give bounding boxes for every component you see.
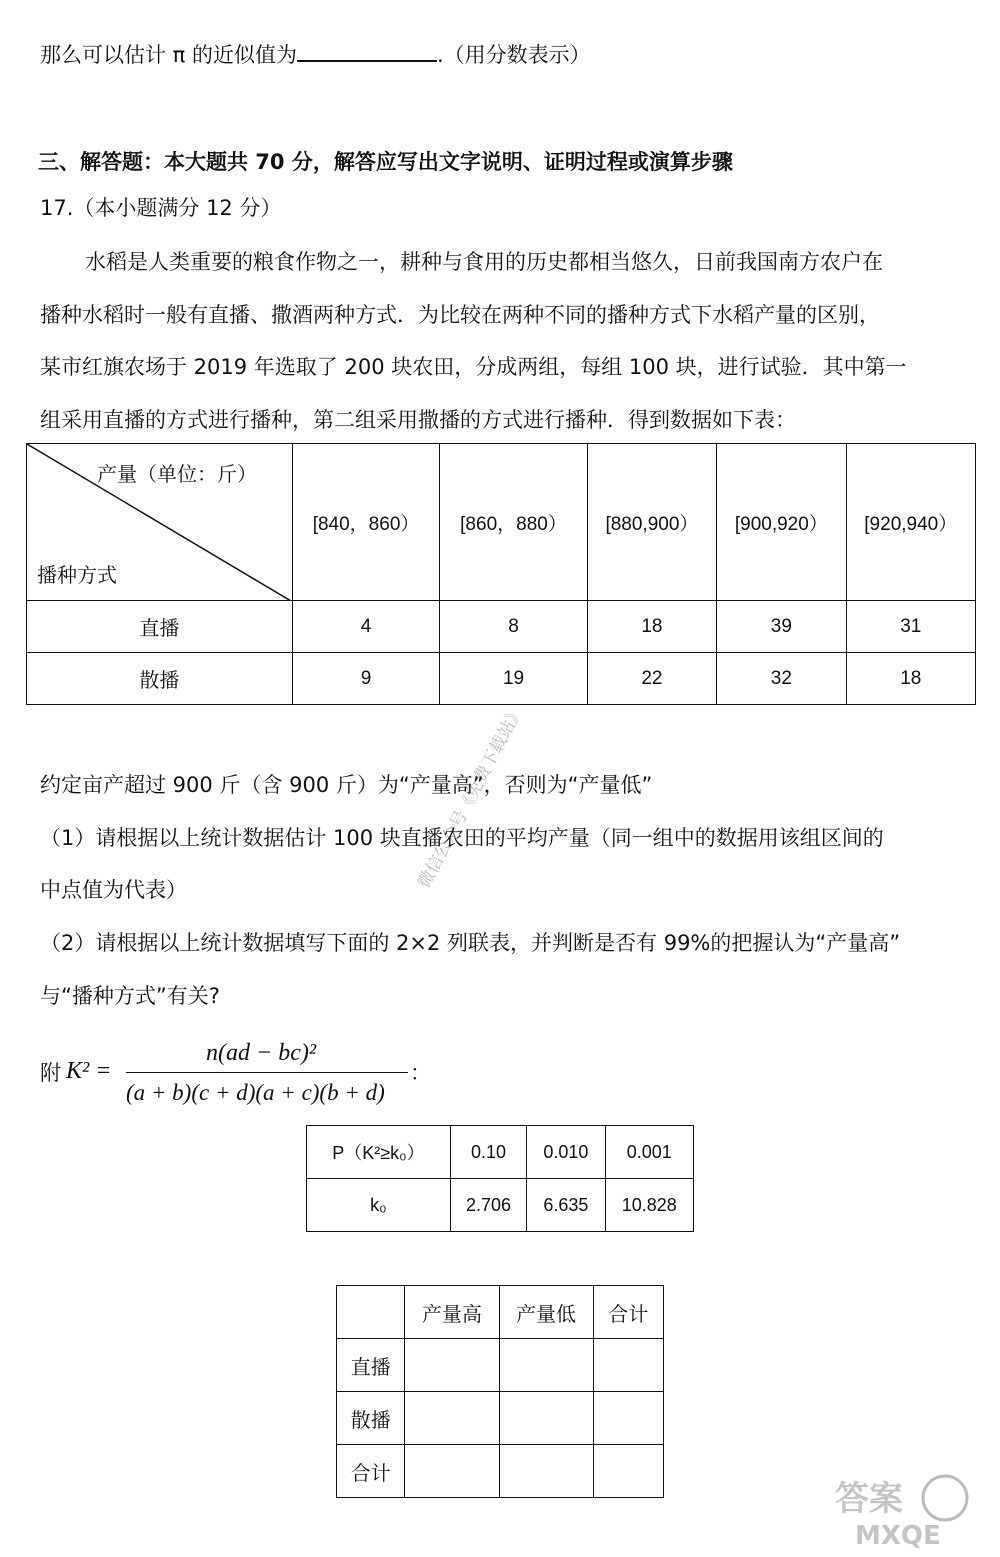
yield-table: [26, 443, 976, 705]
sub2-line-1: （2）请根据以上统计数据填写下面的 2×2 列联表，并判断是否有 99%的把握认为“产量高”: [40, 931, 901, 955]
table-cell: 2.706: [450, 1179, 526, 1232]
table-row: [27, 601, 976, 653]
sub1-line-2: 中点值为代表）: [40, 878, 187, 902]
table-row: [307, 1179, 694, 1232]
para-line-4: 组采用直播的方式进行播种，第二组采用撒播的方式进行播种．得到数据如下表：: [40, 408, 796, 432]
empty-cell: [593, 1339, 663, 1392]
pi-question-line: [40, 40, 591, 66]
svg-text:答案: 答案: [835, 1479, 903, 1519]
table-cell: 18: [846, 653, 975, 705]
table-row: [307, 1126, 694, 1179]
header-cell: 产量低: [499, 1286, 593, 1339]
interval-header: [860，880）: [440, 444, 587, 601]
answer-blank: [297, 40, 437, 62]
corner-bottom-label: 播种方式: [37, 563, 117, 587]
table-cell: 0.010: [527, 1126, 605, 1179]
table-cell: 22: [587, 653, 716, 705]
table-cell: 18: [587, 601, 716, 653]
interval-header: [900,920）: [717, 444, 846, 601]
question-header: 17.（本小题满分 12 分）: [40, 196, 282, 220]
empty-cell: [499, 1445, 593, 1498]
table-cell: 9: [292, 653, 439, 705]
empty-cell: [405, 1445, 499, 1498]
corner-top-label: 产量（单位：斤）: [97, 462, 257, 486]
para-line-1: 水稻是人类重要的粮食作物之一，耕种与食用的历史都相当悠久，日前我国南方农户在: [85, 250, 883, 274]
interval-header: [840，860）: [292, 444, 439, 601]
formula-denominator: (a + b)(c + d)(a + c)(b + d): [126, 1080, 385, 1105]
section-title: 三、解答题：本大题共 70 分，解答应写出文字说明、证明过程或演算步骤: [38, 150, 733, 174]
header-cell: [337, 1286, 405, 1339]
fraction-bar: [126, 1072, 408, 1073]
table-cell: 39: [717, 601, 846, 653]
corner-logo-graphic: [805, 1470, 995, 1552]
critical-value-table: [306, 1125, 694, 1232]
table-cell: 10.828: [605, 1179, 693, 1232]
header-cell: 合计: [593, 1286, 663, 1339]
table-cell: 32: [717, 653, 846, 705]
para-line-2: 播种水稻时一般有直播、撒酒两种方式．为比较在两种不同的播种方式下水稻产量的区别，: [40, 303, 880, 327]
table-row: [27, 653, 976, 705]
table-cell: 31: [846, 601, 975, 653]
k-row-label: k₀: [307, 1179, 451, 1232]
para-line-3: 某市红旗农场于 2019 年选取了 200 块农田，分成两组，每组 100 块，进行试验．其中第一: [40, 355, 907, 379]
empty-cell: [405, 1392, 499, 1445]
table-row: [337, 1392, 664, 1445]
interval-header: [880,900）: [587, 444, 716, 601]
sub2-line-2: 与“播种方式”有关?: [40, 984, 220, 1008]
formula-tail: ：: [410, 1061, 431, 1085]
appendix-label: 附: [40, 1061, 61, 1085]
formula-numerator: n(ad − bc)²: [206, 1040, 317, 1066]
formula-lhs: K² =: [66, 1058, 112, 1084]
empty-cell: [593, 1445, 663, 1498]
header-cell: 产量高: [405, 1286, 499, 1339]
table-corner-cell: [27, 444, 293, 601]
table-cell: 0.001: [605, 1126, 693, 1179]
contingency-table: [336, 1285, 664, 1498]
table-cell: 19: [440, 653, 587, 705]
table-cell: 6.635: [527, 1179, 605, 1232]
interval-header: [920,940）: [846, 444, 975, 601]
convention-line: 约定亩产超过 900 斤（含 900 斤）为“产量高”，否则为“产量低”: [40, 773, 653, 797]
pi-line-suffix: .（用分数表示）: [437, 43, 591, 67]
empty-cell: [499, 1339, 593, 1392]
row-label: 散播: [27, 653, 293, 705]
p-row-label: P（K²≥k₀）: [307, 1126, 451, 1179]
table-cell: 8: [440, 601, 587, 653]
row-label: 散播: [337, 1392, 405, 1445]
row-label: 直播: [337, 1339, 405, 1392]
pi-line-prefix: 那么可以估计 π 的近似值为: [40, 43, 297, 67]
table-row: [337, 1286, 664, 1339]
sub1-line-1: （1）请根据以上统计数据估计 100 块直播农田的平均产量（同一组中的数据用该组区间的: [40, 826, 884, 850]
table-row: [337, 1445, 664, 1498]
empty-cell: [405, 1339, 499, 1392]
row-label: 直播: [27, 601, 293, 653]
row-label: 合计: [337, 1445, 405, 1498]
svg-text:MXQE: MXQE: [855, 1521, 941, 1551]
table-cell: 4: [292, 601, 439, 653]
empty-cell: [499, 1392, 593, 1445]
empty-cell: [593, 1392, 663, 1445]
watermark-text: 微信公众号《免费下载站》: [414, 702, 528, 892]
table-cell: 0.10: [450, 1126, 526, 1179]
corner-watermark-logo: [805, 1470, 995, 1552]
table-row: [337, 1339, 664, 1392]
